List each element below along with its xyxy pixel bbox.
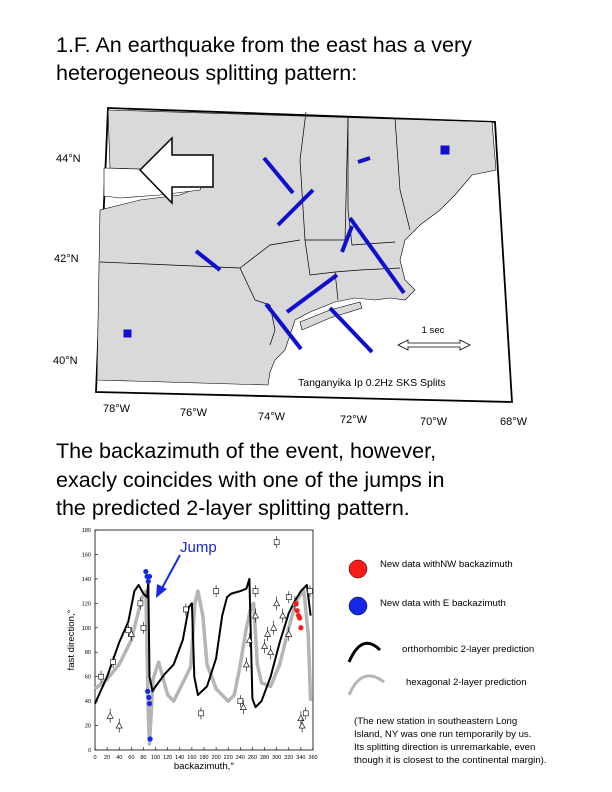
x-tick-label: 20 bbox=[104, 755, 111, 761]
lon-label: 76°W bbox=[180, 407, 208, 419]
legend-red-dot bbox=[349, 560, 367, 578]
data-point bbox=[147, 701, 152, 706]
observed-triangle bbox=[268, 649, 274, 655]
y-tick-label: 40 bbox=[84, 699, 91, 706]
data-point bbox=[147, 574, 152, 579]
data-point bbox=[293, 601, 298, 606]
observed-square bbox=[214, 589, 219, 594]
observed-square bbox=[126, 628, 131, 633]
lat-label: 44°N bbox=[56, 153, 81, 165]
x-tick-label: 160 bbox=[187, 755, 197, 761]
y-tick-label: 120 bbox=[81, 601, 91, 608]
observed-square bbox=[238, 699, 243, 704]
chart-points bbox=[143, 569, 303, 742]
x-tick-label: 220 bbox=[223, 755, 233, 761]
data-point bbox=[143, 569, 148, 574]
observed-triangle bbox=[107, 713, 113, 719]
y-tick-label: 180 bbox=[81, 528, 91, 534]
observed-square bbox=[198, 711, 203, 716]
y-axis-label: fast direction,° bbox=[66, 609, 77, 671]
x-tick-label: 320 bbox=[284, 755, 294, 761]
x-tick-label: 40 bbox=[116, 755, 123, 761]
x-tick-label: 140 bbox=[175, 755, 185, 761]
lon-label: 68°W bbox=[500, 416, 528, 428]
y-tick-label: 140 bbox=[81, 576, 91, 583]
observed-triangle bbox=[280, 613, 286, 619]
lon-label: 74°W bbox=[258, 411, 286, 423]
data-point bbox=[146, 579, 151, 584]
legend-black-curve bbox=[349, 643, 380, 662]
paragraph-line-2: exacly coincides with one of the jumps in bbox=[56, 468, 445, 492]
observed-triangle bbox=[116, 723, 122, 729]
page-heading-line-2: heterogeneous splitting pattern: bbox=[56, 61, 358, 85]
lat-label: 42°N bbox=[54, 253, 79, 265]
y-tick-label: 80 bbox=[84, 650, 91, 657]
observed-square bbox=[111, 660, 116, 665]
y-tick-label: 60 bbox=[84, 674, 91, 681]
prediction-line bbox=[95, 579, 311, 707]
data-point bbox=[297, 615, 302, 620]
x-tick-label: 360 bbox=[308, 755, 318, 761]
observed-triangle bbox=[262, 643, 268, 649]
x-tick-label: 240 bbox=[235, 755, 245, 761]
data-point bbox=[298, 625, 303, 630]
observed-triangle bbox=[299, 723, 305, 729]
x-tick-label: 0 bbox=[93, 755, 97, 761]
map-caption: Tanganyika Ip 0.2Hz SKS Splits bbox=[298, 377, 446, 389]
data-point bbox=[295, 608, 300, 613]
paragraph-line-1: The backazimuth of the event, however, bbox=[56, 439, 437, 463]
data-point bbox=[148, 736, 153, 741]
x-tick-label: 340 bbox=[296, 755, 306, 761]
observed-square bbox=[183, 607, 188, 612]
split-null bbox=[124, 330, 131, 337]
observed-triangle bbox=[265, 631, 271, 637]
paragraph-line-3: the predicted 2-layer splitting pattern. bbox=[56, 496, 410, 520]
observed-square bbox=[286, 595, 291, 600]
y-tick-label: 20 bbox=[84, 723, 91, 730]
scale-label: 1 sec bbox=[421, 325, 445, 336]
x-tick-label: 60 bbox=[128, 755, 135, 761]
jump-annotation: Jump bbox=[180, 539, 217, 556]
x-tick-label: 280 bbox=[259, 755, 270, 761]
observed-square bbox=[141, 625, 146, 630]
y-tick-label: 160 bbox=[81, 552, 91, 559]
jump-arrow-head bbox=[156, 584, 167, 598]
legend-gray-curve bbox=[349, 676, 384, 695]
note-line: (The new station in southeastern Long bbox=[354, 716, 518, 727]
y-tick-label: 0 bbox=[87, 748, 91, 754]
legend-label-hex: hexagonal 2-layer prediction bbox=[406, 677, 527, 688]
observed-square bbox=[307, 589, 312, 594]
observed-triangle bbox=[243, 661, 249, 667]
x-tick-label: 260 bbox=[247, 755, 258, 761]
split-null bbox=[441, 146, 449, 154]
y-tick-label: 100 bbox=[81, 625, 91, 632]
lat-label: 40°N bbox=[53, 355, 78, 367]
x-tick-label: 180 bbox=[199, 755, 209, 761]
legend-label-ortho: orthorhombic 2-layer prediction bbox=[402, 644, 535, 655]
lon-label: 70°W bbox=[420, 416, 448, 428]
lon-label: 78°W bbox=[103, 403, 131, 415]
x-tick-label: 300 bbox=[272, 755, 282, 761]
observed-square bbox=[253, 589, 258, 594]
observed-triangle bbox=[274, 600, 280, 606]
page-heading-line-1: 1.F. An earthquake from the east has a very bbox=[56, 33, 472, 57]
x-axis-label: backazimuth,° bbox=[173, 761, 235, 772]
x-tick-label: 120 bbox=[163, 755, 173, 761]
observed-square bbox=[138, 601, 143, 606]
note-line: Its splitting direction is unremarkable, even bbox=[354, 742, 536, 753]
lon-label: 72°W bbox=[340, 414, 368, 426]
jump-arrow bbox=[161, 555, 180, 590]
data-point bbox=[145, 689, 150, 694]
splitting-chart bbox=[66, 528, 318, 772]
observed-square bbox=[274, 540, 279, 545]
prediction-line bbox=[95, 591, 311, 744]
note-line: though it is closest to the continental margin). bbox=[354, 755, 547, 766]
map bbox=[53, 108, 528, 428]
legend bbox=[349, 560, 384, 695]
legend-blue-dot bbox=[349, 597, 367, 615]
x-tick-label: 80 bbox=[140, 755, 147, 761]
legend-label-nw: New data withNW backazimuth bbox=[380, 559, 513, 570]
observed-triangle bbox=[240, 704, 246, 710]
observed-square bbox=[99, 674, 104, 679]
x-tick-label: 200 bbox=[211, 755, 221, 761]
observed-square bbox=[303, 711, 308, 716]
legend-label-e: New data with E backazimuth bbox=[380, 598, 506, 609]
station-note bbox=[354, 715, 604, 767]
x-tick-label: 100 bbox=[150, 755, 161, 761]
observed-triangle bbox=[271, 625, 277, 631]
note-line: Island, NY was one run temporarily by us. bbox=[354, 729, 532, 740]
data-point bbox=[146, 695, 151, 700]
